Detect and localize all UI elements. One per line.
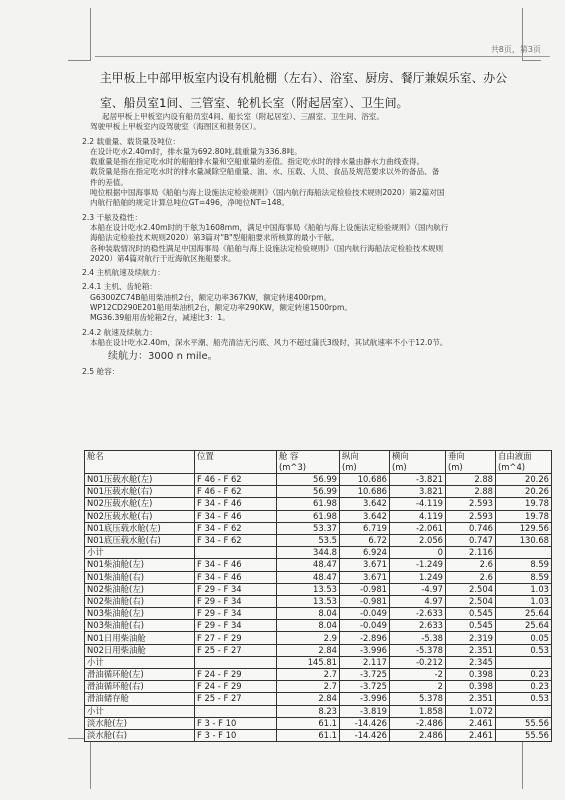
table-cell: F 3 - F 10 (195, 717, 277, 729)
table-cell: -3.725 (340, 681, 390, 693)
table-cell: N02日用柴油舱 (85, 644, 195, 656)
table-cell (195, 547, 277, 559)
text-2-3-a2: 海船法定检验技术规则2020）第3篇对"B"型船舶要求所核算的最小干舷。 (90, 233, 339, 243)
table-row (85, 498, 552, 510)
text-2-4-1-c: MG36.39船用齿轮箱2台，减速比3：1。 (90, 313, 230, 323)
table-cell: 1.858 (390, 705, 446, 717)
header-free-surface: 自由液面 (m^4) (496, 451, 552, 474)
table-cell: -3.996 (340, 693, 390, 705)
table-cell: F 25 - F 27 (195, 693, 277, 705)
heading-2-4-1: 2.4.1 主机、齿轮箱： (82, 282, 157, 292)
table-cell: 3.671 (340, 571, 390, 583)
table-cell: 145.81 (277, 656, 340, 668)
table-cell: F 24 - F 29 (195, 669, 277, 681)
header-vertical: 垂向 (m) (446, 451, 496, 474)
header-longitudinal: 纵向 (m) (340, 451, 390, 474)
table-row (85, 693, 552, 705)
table-cell: N01压载水舱(左) (85, 474, 195, 486)
table-cell: 8.59 (496, 559, 552, 571)
table-cell: -14.426 (340, 729, 390, 741)
table-row (85, 474, 552, 486)
table-cell: 61.98 (277, 498, 340, 510)
table-cell: 滑油循环舱(右) (85, 681, 195, 693)
table-cell: 1.249 (390, 571, 446, 583)
crop-mark-top-left (68, 8, 91, 61)
table-cell: N01日用柴油舱 (85, 632, 195, 644)
table-cell: N01柴油舱(左) (85, 559, 195, 571)
table-row (85, 644, 552, 656)
table-cell: 0.53 (496, 644, 552, 656)
table-cell: 13.53 (277, 583, 340, 595)
table-cell: 130.68 (496, 534, 552, 546)
table-cell: 2.461 (446, 729, 496, 741)
table-cell: 2.88 (446, 474, 496, 486)
table-cell: 淡水舱(左) (85, 717, 195, 729)
table-cell: 1.03 (496, 583, 552, 595)
table-cell: 10.686 (340, 486, 390, 498)
table-cell: F 29 - F 34 (195, 608, 277, 620)
table-cell: 6.72 (340, 534, 390, 546)
table-cell: 61.98 (277, 510, 340, 522)
crop-mark-bottom-left (68, 738, 91, 789)
table-row (85, 729, 552, 741)
paragraph-bridge-deck: 驾驶甲板上甲板室内设驾驶室（海图区和报务区）。 (90, 122, 261, 132)
table-cell: -3.725 (340, 669, 390, 681)
heading-2-3: 2.3 干舷及稳性： (82, 212, 143, 222)
table-cell: F 34 - F 62 (195, 534, 277, 546)
table-cell: F 46 - F 62 (195, 474, 277, 486)
table-cell: -3.996 (340, 644, 390, 656)
table-cell: 6.719 (340, 522, 390, 534)
table-row (85, 547, 552, 559)
table-cell: 2.6 (446, 571, 496, 583)
table-cell: 53.5 (277, 534, 340, 546)
table-cell: 2.9 (277, 632, 340, 644)
table-cell: F 29 - F 34 (195, 583, 277, 595)
table-cell: 8.04 (277, 620, 340, 632)
table-cell: 2.486 (390, 729, 446, 741)
table-cell: 2.116 (446, 547, 496, 559)
table-cell: 61.1 (277, 717, 340, 729)
table-cell: 小计 (85, 705, 195, 717)
table-cell: F 27 - F 29 (195, 632, 277, 644)
table-cell: 8.23 (277, 705, 340, 717)
text-2-3-b2: 2020）第4篇对航行于近海航区拖船要求。 (90, 253, 236, 263)
table-cell: 1.072 (446, 705, 496, 717)
header-rule (95, 56, 550, 57)
table-cell: 61.1 (277, 729, 340, 741)
table-cell: 2.7 (277, 669, 340, 681)
table-cell: 2.593 (446, 510, 496, 522)
table-cell: 8.59 (496, 571, 552, 583)
table-cell: 4.97 (390, 595, 446, 607)
table-row (85, 620, 552, 632)
table-cell (195, 705, 277, 717)
table-cell (496, 656, 552, 668)
table-cell: -2.633 (390, 608, 446, 620)
table-cell: N01柴油舱(右) (85, 571, 195, 583)
table-cell: 小计 (85, 656, 195, 668)
table-row (85, 486, 552, 498)
table-cell: 53.37 (277, 522, 340, 534)
heading-2-4-2: 2.4.2 航速及续航力： (82, 327, 157, 337)
text-2-2-c: 载货量是指在指定吃水时的排水量减除空船重量、油、水、压载、人员、食品及规范要求以外的备品、备 (90, 167, 440, 177)
table-cell: 1.03 (496, 595, 552, 607)
table-cell: -0.049 (340, 620, 390, 632)
table-row (85, 608, 552, 620)
table-cell: F 46 - F 62 (195, 486, 277, 498)
table-row (85, 559, 552, 571)
table-cell: -4.97 (390, 583, 446, 595)
table-row (85, 534, 552, 546)
table-cell: 344.8 (277, 547, 340, 559)
table-cell: 19.78 (496, 498, 552, 510)
crop-mark-bottom-right (522, 738, 541, 789)
table-row (85, 681, 552, 693)
table-cell (496, 547, 552, 559)
table-cell: 3.642 (340, 498, 390, 510)
table-row (85, 717, 552, 729)
table-cell: 0.545 (446, 608, 496, 620)
table-cell: 2.461 (446, 717, 496, 729)
table-cell: 0.53 (496, 693, 552, 705)
table-cell: 2.593 (446, 498, 496, 510)
table-cell: 2.504 (446, 595, 496, 607)
heading-2-4: 2.4 主机航速及续航力： (82, 268, 165, 278)
table-cell: 55.56 (496, 729, 552, 741)
table-cell: 20.26 (496, 486, 552, 498)
table-row (85, 510, 552, 522)
table-cell: -5.38 (390, 632, 446, 644)
table-cell (496, 705, 552, 717)
table-cell (195, 656, 277, 668)
table-cell: F 29 - F 34 (195, 620, 277, 632)
table-cell: 3.642 (340, 510, 390, 522)
table-cell: 25.64 (496, 620, 552, 632)
text-2-4-1-b: WP12CD290E201船用柴油机2台，额定功率290KW，额定转速1500rpm。 (90, 303, 352, 313)
table-cell: -5.378 (390, 644, 446, 656)
table-cell: 0.398 (446, 681, 496, 693)
table-cell: 2.6 (446, 559, 496, 571)
table-cell: N02压载水舱(右) (85, 510, 195, 522)
table-cell: 小计 (85, 547, 195, 559)
table-cell: N01底压载水舱(右) (85, 534, 195, 546)
table-cell: F 34 - F 46 (195, 571, 277, 583)
table-cell: F 25 - F 27 (195, 644, 277, 656)
table-cell: 2.319 (446, 632, 496, 644)
table-cell: -3.819 (340, 705, 390, 717)
header-transverse: 横向 (m) (390, 451, 446, 474)
table-cell: -2.061 (390, 522, 446, 534)
text-2-3-a: 本船在设计吃水2.40m时的干舷为1608mm，满足中国海事局《船舶与海上设施法定检验规则》（国内航行 (90, 222, 449, 232)
table-cell: 滑油循环舱(左) (85, 669, 195, 681)
text-2-4-2-a: 本船在设计吃水2.40m，深水平潮、船壳清洁无污底、风力不超过蒲氏3级时，其试航速率不小于12.0节。 (90, 337, 448, 347)
table-cell: N02压载水舱(左) (85, 498, 195, 510)
table-row (85, 595, 552, 607)
table-cell: F 34 - F 46 (195, 510, 277, 522)
table-cell: 滑油储存舱 (85, 693, 195, 705)
table-cell: -4.119 (390, 498, 446, 510)
table-cell: 2.84 (277, 644, 340, 656)
text-2-3-b: 各种装载情况时的稳性满足中国海事局《船舶与海上设施法定检验规则》（国内航行海船法定检验技术规则 (90, 243, 444, 253)
paragraph-living-deck: 起居甲板上甲板室内设有船员室4间、船长室（附起居室）、三副室、卫生间、浴室。 (102, 112, 384, 121)
table-row (85, 522, 552, 534)
table-cell: 2.7 (277, 681, 340, 693)
table-cell: 2.056 (390, 534, 446, 546)
table-row (85, 669, 552, 681)
table-cell: -3.821 (390, 474, 446, 486)
heading-2-5: 2.5 舱容： (82, 366, 120, 376)
table-cell: 0.398 (446, 669, 496, 681)
table-cell: N03柴油舱(左) (85, 608, 195, 620)
table-header-row (85, 451, 552, 474)
table-cell: 2.351 (446, 644, 496, 656)
table-cell: 55.56 (496, 717, 552, 729)
table-cell: N03柴油舱(右) (85, 620, 195, 632)
header-volume: 舱 容 (m^3) (277, 451, 340, 474)
text-2-2-d2: 内航行船舶的规定计算总吨位GT=496，净吨位NT=148。 (90, 198, 289, 208)
heading-2-2: 2.2 载重量、载货量及吨位： (82, 136, 181, 146)
table-cell: 0.23 (496, 669, 552, 681)
header-tank-name: 舱名 (85, 451, 195, 474)
text-endurance: 续航力：3000 n mile。 (108, 351, 218, 363)
section-title (100, 66, 550, 116)
text-2-4-1-a: G6300ZC74B船用柴油机2台，额定功率367KW，额定转速400rpm。 (90, 292, 332, 302)
table-cell: 2.88 (446, 486, 496, 498)
table-cell: 0.23 (496, 681, 552, 693)
table-cell: 2.345 (446, 656, 496, 668)
text-2-2-d: 吨位根据中国海事局《船舶与海上设施法定检验规则》（国内航行海船法定检验技术规则2020）第2篇对国 (90, 188, 445, 198)
title-line-1: 主甲板上中部甲板室内设有机舱棚（左右）、浴室、厨房、餐厅兼娱乐室、办公 (100, 71, 507, 85)
text-2-2-a: 在设计吃水2.40m时，排水量为692.80吨,载重量为336.8吨。 (90, 146, 302, 156)
table-cell: N01压载水舱(右) (85, 486, 195, 498)
table-cell: 48.47 (277, 571, 340, 583)
table-cell: 2.633 (390, 620, 446, 632)
table-cell: 淡水舱(右) (85, 729, 195, 741)
table-cell: 4.119 (390, 510, 446, 522)
table-cell: N02柴油舱(右) (85, 595, 195, 607)
table-row (85, 705, 552, 717)
table-cell: 2 (390, 681, 446, 693)
table-cell: N01底压载水舱(左) (85, 522, 195, 534)
table-cell: F 29 - F 34 (195, 595, 277, 607)
table-cell: 2.504 (446, 583, 496, 595)
table-cell: 13.53 (277, 595, 340, 607)
table-cell: 20.26 (496, 474, 552, 486)
table-cell: -0.212 (390, 656, 446, 668)
table-cell: F 24 - F 29 (195, 681, 277, 693)
table-cell: -1.249 (390, 559, 446, 571)
table-cell: 25.64 (496, 608, 552, 620)
table-cell: 2.351 (446, 693, 496, 705)
table-cell: -2.486 (390, 717, 446, 729)
header-position: 位置 (195, 451, 277, 474)
table-cell: 0.747 (446, 534, 496, 546)
table-row (85, 632, 552, 644)
table-cell: -2 (390, 669, 446, 681)
table-cell: 56.99 (277, 486, 340, 498)
text-2-2-c2: 件的差值。 (90, 177, 128, 187)
table-cell: -2.896 (340, 632, 390, 644)
table-cell: 3.671 (340, 559, 390, 571)
table-cell: 19.78 (496, 510, 552, 522)
table-cell: 6.924 (340, 547, 390, 559)
tank-capacity-table (84, 450, 552, 742)
table-cell: 129.56 (496, 522, 552, 534)
table-cell: -0.981 (340, 595, 390, 607)
body-text (82, 112, 552, 377)
table-cell: 2.117 (340, 656, 390, 668)
table-cell: 0.746 (446, 522, 496, 534)
table-cell: F 3 - F 10 (195, 729, 277, 741)
table-cell: F 34 - F 46 (195, 559, 277, 571)
text-2-2-b: 载重量是指在指定吃水时的船舶排水量和空船重量的差值。指定吃水时的排水量由静水力曲线查得。 (90, 157, 425, 167)
table-cell: 3.821 (390, 486, 446, 498)
table-cell: 5.378 (390, 693, 446, 705)
table-cell: 0 (390, 547, 446, 559)
table-cell: N02柴油舱(左) (85, 583, 195, 595)
table-cell: -0.981 (340, 583, 390, 595)
table-cell: 48.47 (277, 559, 340, 571)
page-number: 共8页，第3页 (490, 45, 541, 54)
table-row (85, 571, 552, 583)
table-cell: 0.05 (496, 632, 552, 644)
table-row (85, 583, 552, 595)
table-cell: 2.84 (277, 693, 340, 705)
table-cell: -0.049 (340, 608, 390, 620)
table-cell: 56.99 (277, 474, 340, 486)
table-cell: 0.545 (446, 620, 496, 632)
table-cell: F 34 - F 46 (195, 498, 277, 510)
title-line-2: 室、船员室1间、三管室、轮机长室（附起居室）、卫生间。 (100, 96, 409, 110)
table-cell: 8.04 (277, 608, 340, 620)
table-cell: F 34 - F 62 (195, 522, 277, 534)
table-cell: 10.686 (340, 474, 390, 486)
table-row (85, 656, 552, 668)
table-cell: -14.426 (340, 717, 390, 729)
